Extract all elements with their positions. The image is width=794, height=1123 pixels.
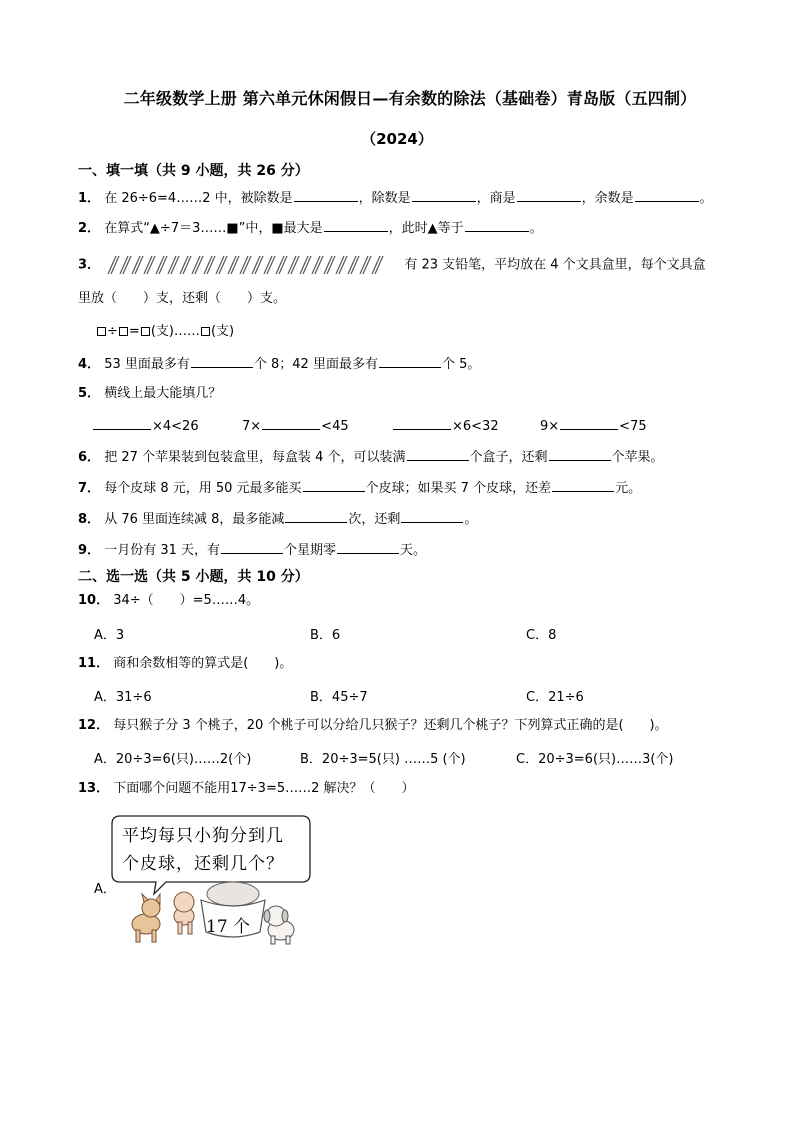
section-heading-choose: 二、选一选（共 5 小题，共 10 分） bbox=[78, 569, 309, 585]
answer-blank[interactable] bbox=[407, 447, 469, 461]
section-heading-fill: 一、填一填（共 9 小题，共 26 分） bbox=[78, 163, 309, 179]
answer-blank[interactable] bbox=[465, 218, 529, 232]
answer-blank[interactable] bbox=[393, 416, 451, 430]
option-b[interactable]: B．45÷7 bbox=[310, 690, 368, 705]
answer-blank[interactable] bbox=[93, 416, 151, 430]
question-4: 4． 53 里面最多有 个 8；42 里面最多有 个 5。 bbox=[78, 354, 480, 374]
answer-blank[interactable] bbox=[635, 188, 699, 202]
answer-blank[interactable] bbox=[517, 188, 581, 202]
question-number: 3． bbox=[78, 257, 101, 273]
option-c[interactable]: C．20÷3=6(只)……3(个) bbox=[516, 752, 674, 767]
answer-blank[interactable] bbox=[549, 447, 611, 461]
answer-blank[interactable] bbox=[303, 478, 365, 492]
dog-icon bbox=[132, 894, 160, 942]
question-9: 9． 一月份有 31 天，有 个星期零 天。 bbox=[78, 540, 426, 560]
answer-blank[interactable] bbox=[285, 509, 347, 523]
dog-icon bbox=[174, 892, 194, 934]
option-a[interactable]: A．20÷3=6(只)……2(个) bbox=[94, 752, 252, 767]
question-number: 12． bbox=[78, 718, 110, 733]
option-a[interactable]: A．31÷6 bbox=[94, 690, 152, 705]
answer-blank[interactable] bbox=[552, 478, 614, 492]
dog-icon bbox=[264, 906, 294, 944]
question-number: 1． bbox=[78, 191, 101, 206]
basket-label: 17 个 bbox=[206, 917, 251, 937]
blank-box[interactable] bbox=[201, 327, 210, 336]
question-7: 7． 每个皮球 8 元，用 50 元最多能买 个皮球；如果买 7 个皮球，还差 元。 bbox=[78, 478, 641, 498]
question-number: 2． bbox=[78, 221, 101, 236]
question-number: 13． bbox=[78, 781, 110, 796]
question-6: 6． 把 27 个苹果装到包装盒里，每盒装 4 个，可以装满 个盒子，还剩 个苹果。 bbox=[78, 447, 664, 467]
answer-blank[interactable] bbox=[221, 540, 283, 554]
question-5-expr-2: 7× <45 bbox=[242, 416, 349, 436]
question-12: 12． 每只猴子分 3 个桃子，20 个桃子可以分给几只猴子？还剩几个桃子？下列算式正确的是( )。 bbox=[78, 718, 668, 733]
question-8: 8． 从 76 里面连续减 8，最多能减 次，还剩 。 bbox=[78, 509, 477, 529]
question-13: 13． 下面哪个问题不能用17÷3=5……2 解决？（ ） bbox=[78, 781, 415, 796]
question-5-expr-4: 9× <75 bbox=[540, 416, 647, 436]
question-number: 11． bbox=[78, 656, 110, 671]
page-title: 二年级数学上册 第六单元休闲假日—有余数的除法（基础卷）青岛版（五四制） bbox=[123, 89, 697, 108]
question-3: 3． 有 23 支铅笔，平均放在 4 个文具盒里，每个文具盒 bbox=[78, 254, 706, 276]
question-2: 2． 在算式“▲÷7＝3……■”中，■最大是 ，此时▲等于 。 bbox=[78, 218, 543, 238]
speech-bubble-text: 平均每只小狗分到几 个皮球，还剩几个？ bbox=[122, 826, 284, 874]
answer-blank[interactable] bbox=[294, 188, 358, 202]
answer-blank[interactable] bbox=[412, 188, 476, 202]
option-c[interactable]: C．8 bbox=[526, 628, 557, 643]
option-a[interactable]: A．3 bbox=[94, 628, 125, 643]
answer-blank[interactable] bbox=[337, 540, 399, 554]
option-a[interactable]: A． bbox=[94, 882, 116, 897]
answer-blank[interactable] bbox=[560, 416, 618, 430]
option-c[interactable]: C．21÷6 bbox=[526, 690, 584, 705]
question-3-line-2: 里放（ ）支，还剩（ ）支。 bbox=[78, 291, 287, 306]
blank-box[interactable] bbox=[119, 327, 128, 336]
answer-blank[interactable] bbox=[191, 354, 253, 368]
dogs-and-balls-picture bbox=[106, 812, 316, 957]
question-11: 11． 商和余数相等的算式是( )。 bbox=[78, 656, 293, 671]
question-5-expr-1: ×4<26 bbox=[92, 416, 199, 436]
question-3-equation: ÷ = (支)…… (支) bbox=[96, 323, 234, 341]
question-number: 9． bbox=[78, 543, 101, 558]
pencils-image bbox=[104, 254, 400, 276]
blank-box[interactable] bbox=[141, 327, 150, 336]
question-10: 10． 34÷（ ）=5……4。 bbox=[78, 593, 260, 608]
question-number: 7． bbox=[78, 481, 101, 496]
answer-blank[interactable] bbox=[401, 509, 463, 523]
page-subtitle: （2024） bbox=[361, 130, 433, 148]
question-number: 10． bbox=[78, 593, 110, 608]
option-b[interactable]: B．20÷3=5(只) ……5 (个) bbox=[300, 752, 466, 767]
answer-blank[interactable] bbox=[262, 416, 320, 430]
option-b[interactable]: B．6 bbox=[310, 628, 341, 643]
question-1: 1． 在 26÷6=4……2 中，被除数是 ，除数是 ，商是 ，余数是 。 bbox=[78, 188, 713, 208]
question-number: 4． bbox=[78, 357, 101, 372]
question-5-expr-3: ×6<32 bbox=[392, 416, 499, 436]
question-number: 8． bbox=[78, 512, 101, 527]
answer-blank[interactable] bbox=[324, 218, 388, 232]
blank-box[interactable] bbox=[97, 327, 106, 336]
question-number: 5． bbox=[78, 386, 101, 401]
answer-blank[interactable] bbox=[379, 354, 441, 368]
question-5: 5． 横线上最大能填几？ bbox=[78, 386, 222, 401]
question-number: 6． bbox=[78, 450, 101, 465]
balls-icon bbox=[207, 882, 259, 906]
